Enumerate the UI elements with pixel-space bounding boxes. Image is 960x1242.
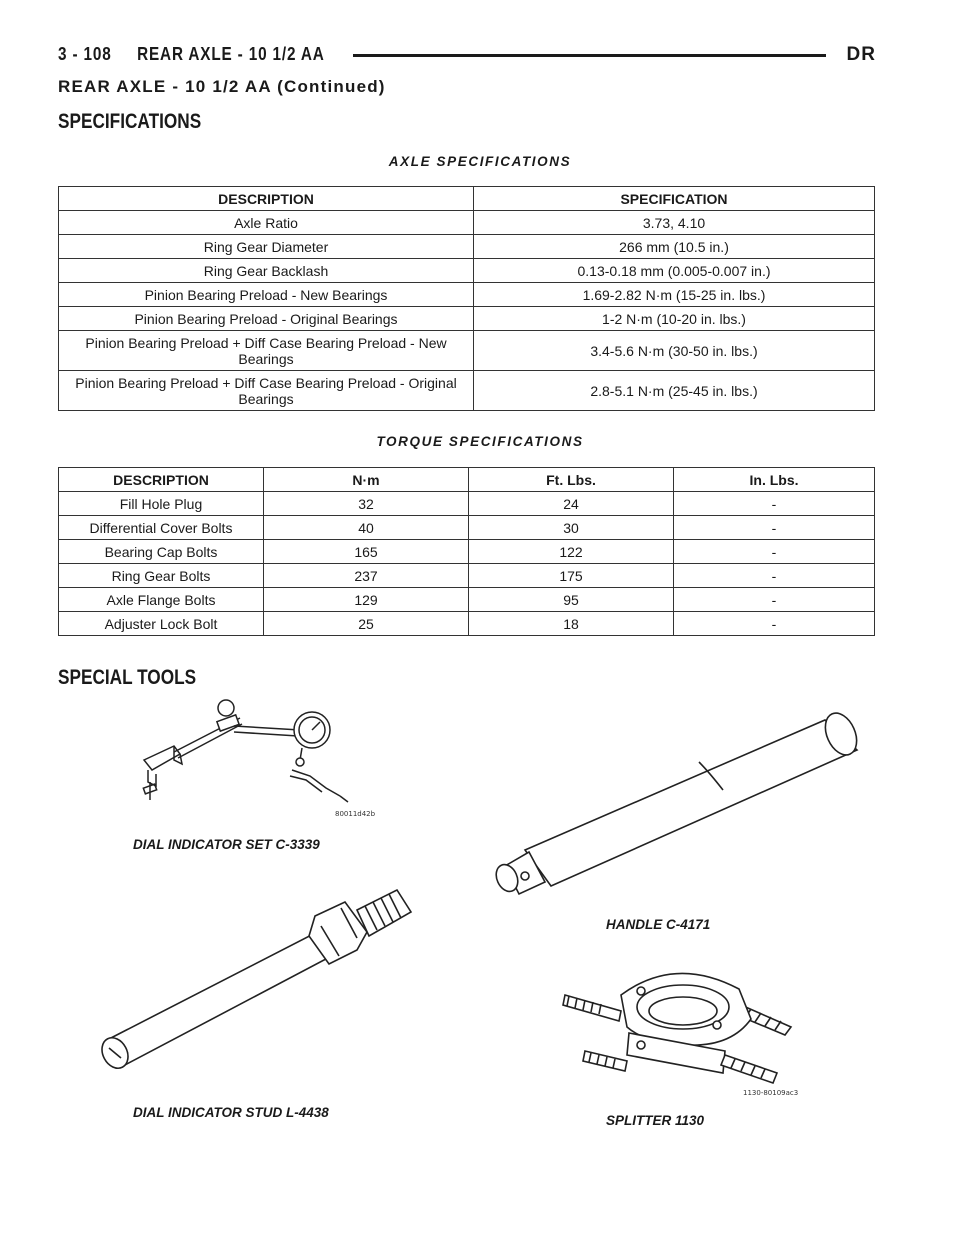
tool-label-handle: HANDLE C-4171 (606, 917, 711, 932)
nm-cell: 32 (264, 492, 469, 516)
tool-label-splitter: SPLITTER 1130 (606, 1113, 705, 1128)
continued-heading: REAR AXLE - 10 1/2 AA (Continued) (58, 77, 386, 96)
ft-lbs-cell: 95 (469, 588, 674, 612)
ft-lbs-cell: 18 (469, 612, 674, 636)
nm-cell: 40 (264, 516, 469, 540)
table-header-row (59, 468, 875, 492)
specification-cell: 1-2 N·m (10-20 in. lbs.) (474, 307, 875, 331)
description-cell: Differential Cover Bolts (59, 516, 264, 540)
table-row (59, 588, 875, 612)
description-cell: Pinion Bearing Preload + Diff Case Bearing Preload - Original Bearings (59, 371, 474, 411)
ft-lbs-cell: 122 (469, 540, 674, 564)
table-row (59, 259, 875, 283)
description-cell: Pinion Bearing Preload - Original Bearings (59, 307, 474, 331)
specification-cell: 1.69-2.82 N·m (15-25 in. lbs.) (474, 283, 875, 307)
description-cell: Adjuster Lock Bolt (59, 612, 264, 636)
nm-cell: 129 (264, 588, 469, 612)
specification-cell: 266 mm (10.5 in.) (474, 235, 875, 259)
table-header-row (59, 187, 875, 211)
torque-spec-caption: TORQUE SPECIFICATIONS (376, 434, 584, 449)
vehicle-code: DR (846, 44, 876, 65)
description-cell: Pinion Bearing Preload + Diff Case Bearing Preload - New Bearings (59, 331, 474, 371)
table-row (59, 235, 875, 259)
specification-cell: 2.8-5.1 N·m (25-45 in. lbs.) (474, 371, 875, 411)
column-header: Ft. Lbs. (469, 468, 674, 492)
dial-indicator-set-illustration (130, 690, 376, 820)
description-cell: Bearing Cap Bolts (59, 540, 264, 564)
column-header: DESCRIPTION (59, 187, 474, 211)
table-row (59, 564, 875, 588)
specification-cell: 3.4-5.6 N·m (30-50 in. lbs.) (474, 331, 875, 371)
special-tools-title: SPECIAL TOOLS (58, 666, 197, 689)
in-lbs-cell: - (674, 612, 875, 636)
part-number: 80011d42b (335, 810, 376, 818)
ft-lbs-cell: 30 (469, 516, 674, 540)
table-row (59, 371, 875, 411)
table-row (59, 492, 875, 516)
page-header (58, 44, 876, 74)
in-lbs-cell: - (674, 540, 875, 564)
handle-illustration (485, 690, 885, 900)
table-row (59, 612, 875, 636)
page-title: 3 - 108 REAR AXLE - 10 1/2 AA (58, 44, 325, 64)
specifications-title: SPECIFICATIONS (58, 110, 202, 133)
description-cell: Ring Gear Diameter (59, 235, 474, 259)
description-cell: Fill Hole Plug (59, 492, 264, 516)
description-cell: Ring Gear Backlash (59, 259, 474, 283)
in-lbs-cell: - (674, 492, 875, 516)
in-lbs-cell: - (674, 564, 875, 588)
torque-spec-table (58, 467, 875, 636)
splitter-illustration (555, 955, 805, 1100)
nm-cell: 165 (264, 540, 469, 564)
specification-cell: 3.73, 4.10 (474, 211, 875, 235)
column-header: N·m (264, 468, 469, 492)
table-row (59, 283, 875, 307)
header-rule (353, 54, 826, 57)
nm-cell: 237 (264, 564, 469, 588)
table-row (59, 540, 875, 564)
description-cell: Axle Flange Bolts (59, 588, 264, 612)
tool-label-dial-indicator-stud: DIAL INDICATOR STUD L-4438 (133, 1105, 329, 1120)
ft-lbs-cell: 24 (469, 492, 674, 516)
description-cell: Ring Gear Bolts (59, 564, 264, 588)
in-lbs-cell: - (674, 516, 875, 540)
table-row (59, 211, 875, 235)
in-lbs-cell: - (674, 588, 875, 612)
table-row (59, 331, 875, 371)
ft-lbs-cell: 175 (469, 564, 674, 588)
specification-cell: 0.13-0.18 mm (0.005-0.007 in.) (474, 259, 875, 283)
description-cell: Pinion Bearing Preload - New Bearings (59, 283, 474, 307)
axle-spec-table (58, 186, 875, 411)
column-header: SPECIFICATION (474, 187, 875, 211)
nm-cell: 25 (264, 612, 469, 636)
dial-indicator-stud-illustration (95, 880, 425, 1090)
table-row (59, 516, 875, 540)
part-number: 1130-80109ac3 (743, 1089, 799, 1097)
axle-spec-caption: AXLE SPECIFICATIONS (388, 154, 572, 169)
tool-label-dial-indicator-set: DIAL INDICATOR SET C-3339 (133, 837, 320, 852)
table-row (59, 307, 875, 331)
column-header: In. Lbs. (674, 468, 875, 492)
column-header: DESCRIPTION (59, 468, 264, 492)
description-cell: Axle Ratio (59, 211, 474, 235)
